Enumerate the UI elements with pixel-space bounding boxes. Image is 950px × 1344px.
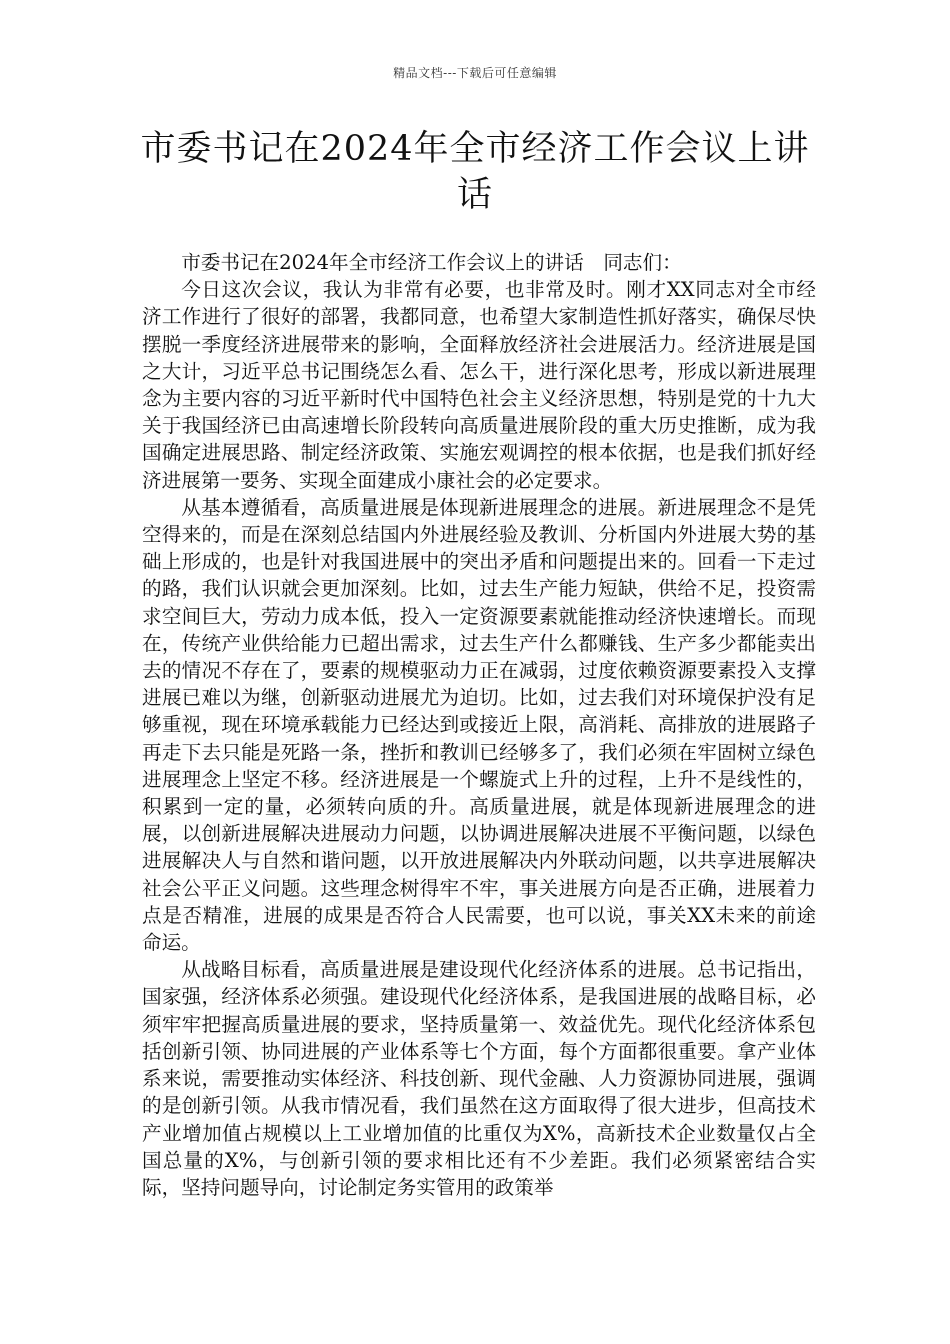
paragraph: 今日这次会议，我认为非常有必要，也非常及时。刚才XX同志对全市经济工作进行了很好的部署，我都同意，也希望大家制造性抓好落实，确保尽快摆脱一季度经济进展带来的影响，全面释放经济社会进展活力。经济进展是国之大计，习近平总书记围绕怎么看、怎么干，进行深化思考，形成以新进展理念为主要内容的习近平新时代中国特色社会主义经济思想，特别是党的十九大关于我国经济已由高速增长阶段转向高质量进展阶段的重大历史推断，成为我国确定进展思路、制定经济政策、实施宏观调控的根本依据，也是我们抓好经济进展第一要务、实现全面建成小康社会的必定要求。: [142, 278, 816, 492]
paragraph: 从战略目标看，高质量进展是建设现代化经济体系的进展。总书记指出，国家强，经济体系必须强。建设现代化经济体系，是我国进展的战略目标，必须牢牢把握高质量进展的要求，坚持质量第一、效益优先。现代化经济体系包括创新引领、协同进展的产业体系等七个方面，每个方面都很重要。拿产业体系来说，需要推动实体经济、科技创新、现代金融、人力资源协同进展，强调的是创新引领。从我市情况看，我们虽然在这方面取得了很大进步，但高技术产业增加值占规模以上工业增加值的比重仅为X%，高新技术企业数量仅占全国总量的X%，与创新引领的要求相比还有不少差距。我们必须紧密结合实际，坚持问题导向，讨论制定务实管用的政策举: [142, 958, 816, 1199]
page-header-note: 精品文档---下载后可任意编辑: [393, 66, 557, 80]
document-body: [142, 249, 816, 1201]
document-title: 市委书记在2024年全市经济工作会议上讲话: [140, 129, 810, 215]
paragraph: 从基本遵循看，高质量进展是体现新进展理念的进展。新进展理念不是凭空得来的，而是在深刻总结国内外进展经验及教训、分析国内外进展大势的基础上形成的，也是针对我国进展中的突出矛盾和问题提出来的。回看一下走过的路，我们认识就会更加深刻。比如，过去生产能力短缺，供给不足，投资需求空间巨大，劳动力成本低，投入一定资源要素就能推动经济快速增长。而现在，传统产业供给能力已超出需求，过去生产什么都赚钱、生产多少都能卖出去的情况不存在了，要素的规模驱动力正在减弱，过度依赖资源要素投入支撑进展已难以为继，创新驱动进展尤为迫切。比如，过去我们对环境保护没有足够重视，现在环境承载能力已经达到或接近上限，高消耗、高排放的进展路子再走下去只能是死路一条，挫折和教训已经够多了，我们必须在牢固树立绿色进展理念上坚定不移。经济进展是一个螺旋式上升的过程，上升不是线性的，积累到一定的量，必须转向质的升。高质量进展，就是体现新进展理念的进展，以创新进展解决进展动力问题，以协调进展解决进展不平衡问题，以绿色进展解决人与自然和谐问题，以开放进展解决内外联动问题，以共享进展解决社会公平正义问题。这些理念树得牢不牢，事关进展方向是否正确，进展着力点是否精准，进展的成果是否符合人民需要，也可以说，事关XX未来的前途命运。: [142, 495, 816, 955]
paragraph-opening: 市委书记在2024年全市经济工作会议上的讲话 同志们：: [181, 251, 682, 274]
